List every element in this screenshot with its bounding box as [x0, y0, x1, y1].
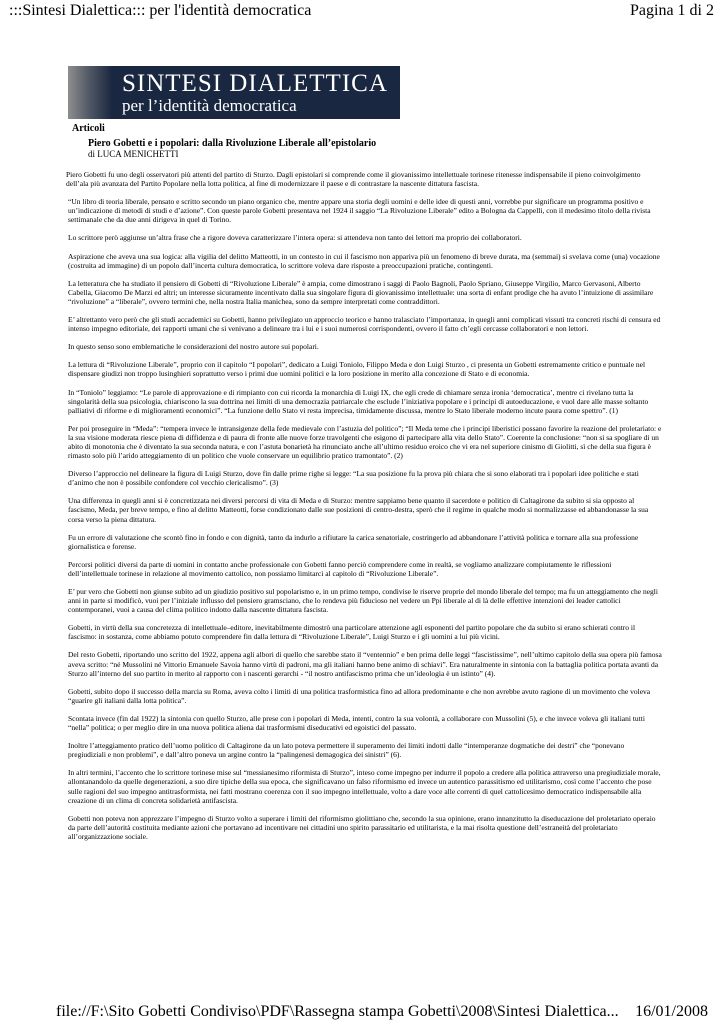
page-title: :::Sintesi Dialettica::: per l'identità democratica — [9, 2, 312, 19]
section-label: Articoli — [72, 123, 105, 134]
article-paragraph: Fu un errore di valutazione che scontò fino in fondo e con dignità, tanto da indurlo a rifiutare la carica senatoriale, costringerlo ad abbandonare l’attività politica e tornare alla sua professione giornalistica e forense. — [68, 532, 639, 551]
article-paragraph: Una differenza in quegli anni si è concretizzata nei diversi percorsi di vita di Meda e di Sturzo: mentre sappiamo bene quanto il sacerdote e politico di Caltagirone da subito si sia opposto al fascismo, Meda, per breve tempo, e fino al delitto Matteotti, forse condizionato dalle sue posizioni di centro-destra, sperò che il regime in qualche modo si normalizzasse ed abbandonasse la sua corsa verso la piena dittatura. — [68, 496, 649, 524]
site-tagline: per l’identità democratica — [122, 96, 297, 115]
page-number: Pagina 1 di 2 — [630, 2, 714, 19]
print-footer — [56, 1002, 708, 1022]
article-paragraph: Diverso l’approccio nel delineare la figura di Luigi Sturzo, dove fin dalle prime righe si legge: “La sua posizione fu la prova più chiara che si sono elaborati tra i popolari idee politiche e stati d’animo che non è possibile confondere col vecchio clericalismo”. (3) — [68, 469, 639, 488]
article-paragraph: Gobetti, in virtù della sua concretezza di intellettuale–editore, inevitabilmente dimostrò una particolare attenzione agli esponenti del partito popolare che da subito si erano schierati contro il fascismo: in sostanza, come abbiamo potuto comprendere fin dalla lettura di “Rivoluzione Liberale”, Luigi Sturzo e i gli uomini a lui più vicini. — [68, 623, 636, 642]
site-name: SINTESI DIALETTICA — [122, 70, 388, 97]
article-paragraph: “Un libro di teoria liberale, pensato e scritto secondo un piano organico che, mentre appare una storia degli uomini e delle idee di questi anni, vorrebbe pur significare un programma positivo e un’indicazione di metodi di studi e d’azione”. Con queste parole Gobetti presentava nel 1924 il saggio “La Rivoluzione Liberale” edito a Bologna da Cappelli, con il medesimo titolo della rivista settimanale che da due anni dirigeva in quel di Torino. — [68, 197, 651, 225]
banner-gradient-edge — [68, 66, 112, 119]
article-paragraph: Scontata invece (fin dal 1922) la sintonia con quello Sturzo, alle prese con i popolari di Meda, intenti, contro la sua volontà, a collaborare con Mussolini (5), e che invece voleva gli italiani tutti “nella” politica; o per meglio dire in una nuova politica aliena dai trasformismi diseducativi ed egoistici del passato. — [68, 713, 645, 733]
article-paragraph: La lettura di “Rivoluzione Liberale”, proprio con il capitolo “I popolari”, dedicato a Luigi Toniolo, Filippo Meda e don Luigi Sturzo , ci presenta un Gobetti estremamente critico e puntuale nel dispensare giudizi non troppo lusinghieri soprattutto verso i primi due uomini politici e la loro posizione in merito alla concezione di Stato e di economia. — [68, 360, 646, 379]
article-body — [66, 170, 662, 950]
article-paragraph: E’ pur vero che Gobetti non giunse subito ad un giudizio positivo sul popolarismo e, in un primo tempo, condivise le riserve proprie del mondo liberale del tempo; ma fu un atteggiamento che negli anni in parte si modificò, vuoi per l’iniziale influsso del pensiero gramsciano, che lo rendeva più fiducioso nel vedere un Ppi liberale al di là delle effettive intenzioni dei leader cattolici contemporanei, vuoi a causa del clima politico indotto dalla nascente dittatura fascista. — [68, 587, 658, 615]
article-paragraph: Lo scrittore però aggiunse un’altra frase che a rigore doveva caratterizzare l’intera opera: si attendeva non tanto dei lettori ma proprio dei collaboratori. — [68, 233, 522, 243]
article-paragraph: In questo senso sono emblematiche le considerazioni del nostro autore sui popolari. — [68, 342, 319, 352]
site-logo-banner — [68, 66, 400, 119]
article-paragraph: In altri termini, l’accento che lo scrittore torinese mise sul “messianesimo riformista di Sturzo”, inteso come impegno per indurre il popolo a credere alla politica attraverso una pregiudiziale morale, allontanandolo da quelle degenerazioni, a suo dire tipiche della sua epoca, che significavano un falso riformismo ed invece un autentico parassitismo ed utilitarismo, così come l’accento che pose sulle ragioni del suo impegno antitrasformista, nei fatti mostrano coerenza con il suo impegno intellettuale, volto a dare voce alle correnti di quel cattolicesimo democratico indispensabile alla creazione di un clima di concreta solidarietà antifascista. — [68, 768, 661, 805]
article-author: di LUCA MENICHETTI — [88, 149, 179, 159]
article-title: Piero Gobetti e i popolari: dalla Rivoluzione Liberale all’epistolario — [88, 138, 377, 149]
article-paragraph: Del resto Gobetti, riportando uno scritto del 1922, appena agli albori di quello che sarebbe stato il “ventennio” e ben prima delle leggi “fascistissime”, nell’ultimo capitolo della sua opera più famosa aveva scritto: “né Mussolini né Vittorio Emanuele Savoia hanno virtù di padroni, ma gli italiani hanno bene animo di schiavi”. Era naturalmente in sintonia con la battaglia politica portata avanti da Sturzo all’interno del suo partito in merito al rapporto con i nascenti gerarchi - “il nostro antifascismo prima che un’ideologia è un istinto” (4). — [68, 650, 662, 678]
article-paragraph: Percorsi politici diversi da parte di uomini in contatto anche professionale con Gobetti fanno perciò comprendere come in realtà, se vogliamo analizzare compiutamente le riflessioni dell’intellettuale torinese in relazione al movimento cattolico, non possiamo limitarci al capitolo di “Rivoluzione Liberale”. — [68, 559, 612, 578]
article-paragraph: Gobetti non poteva non apprezzare l’impegno di Sturzo volto a superare i limiti del riformismo giolittiano che, secondo la sua opinione, erano innanzitutto la diseducazione del proletariato operaio da parte dell’autorità costituita mediante azioni che portavano ad incentivare nei cittadini uno spirito parassitario ed utilitarista, e la mai risolta questione dell’estraneità del proletariato all’organizzazione sociale. — [68, 813, 656, 841]
article-paragraph: Piero Gobetti fu uno degli osservatori più attenti del partito di Sturzo. Dagli epistolari si comprende come il giovanissimo intellettuale torinese ritenesse indispensabile il pieno coinvolgimento dell’ala più avanzata del Partito Popolare nella lotta politica, al fine di modernizzare il paese e di contrastare la nascente dittatura fascista. — [66, 170, 641, 189]
article-paragraph: Aspirazione che aveva una sua logica: alla vigilia del delitto Matteotti, in un contesto in cui il fascismo non appariva più un fenomeno di breve durata, ma (semmai) si svelava come (una) vocazione (costruita ad immagine) di un popolo dall’incerta cultura democratica, lo scrittore voleva dare risposte a preoccupazioni pratiche, contingenti. — [68, 251, 660, 270]
print-header — [0, 0, 724, 24]
article-paragraph: In “Toniolo” leggiamo: “Le parole di approvazione e di rimpianto con cui ricorda la monarchia di Luigi IX, che egli crede di chiamare senza ironia ‘democratica’, mentre ci rivelano tutta la singolarità della sua psicologia, chiariscono la sua dottrina nei limiti di una democrazia patriarcale che esclude l’iniziativa popolare e i principi di autoeducazione, e vuol dare alle masse soltanto palliativi di riforme e di miglioramenti economici”. “La funzione dello Stato vi resta imprecisa, timidamente discussa, mentre lo Stato liberale moderno incute paura come spettro”. (1) — [68, 387, 649, 415]
article-paragraph: Per poi proseguire in “Meda”: “tempera invece le intransigenze della fede medievale con l’astuzia del politico”; “Il Meda teme che i principi liberistici possano favorire la reazione del proletariato: e la sua visione moderata riesce piena di diffidenza e di paura di fronte alle nuove forze travolgenti che esigono di partecipare alla vita dello Stato”. Coerente la conclusione: “non si sa spogliare di un abito di monotonia che è diventato la sua seconda natura, e con l’astuta bonarietà ha rinunciato anche all’ultimo residuo eroico che vi era nel superiore cinismo di Giolitti, sì che della sua figura è rimasto solo più l’arido atteggiamento di un politico che vuole conservare un equilibrio pratico tramontato”. (2) — [68, 423, 662, 461]
article-paragraph: E’ altrettanto vero però che gli studi accademici su Gobetti, hanno privilegiato un approccio teorico e hanno tralasciato l’importanza, in quegli anni complicati vissuti tra concreti rischi di censura ed intenso impegno editoriale, dei rapporti umani che si venivano a delineare tra i lui e i suoi numerosi corrispondenti, ovvero il fatto ch’egli cercasse collaboratori e non lettori. — [68, 315, 661, 334]
article-paragraph: La letteratura che ha studiato il pensiero di Gobetti di “Rivoluzione Liberale” è ampia, come dimostrano i saggi di Paolo Bagnoli, Paolo Spriano, Giuseppe Virgilio, Marco Gervasoni, Alberto Cabella, Giacomo De Marzi ed altri; un interesse sicuramente incentivato dalla sua singolare figura di giovanissimo intellettuale: una sorta di enfant prodige che ha avuto l’intuizione di assimilare “rivoluzione” a “liberale”, ovvero termini che, nella nostra Italia manichea, sono da sempre interpretati come contraddittori. — [68, 278, 654, 306]
file-path: file://F:\Sito Gobetti Condiviso\PDF\Rassegna stampa Gobetti\2008\Sintesi Dialettica... — [56, 1003, 619, 1020]
article-paragraph: Gobetti, subito dopo il successo della marcia su Roma, aveva colto i limiti di una politica trasformistica fino ad allora predominante e che non avrebbe avuto ragione di un movimento che voleva “guarire gli italiani dalla lotta politica”. — [68, 686, 651, 705]
article-paragraph: Inoltre l’atteggiamento pratico dell’uomo politico di Caltagirone da un lato poteva permettere il superamento dei limiti indotti dalle “intemperanze dogmatiche dei destri” che “ponevano pregiudiziali e non problemi”, e dall’altro poneva un argine contro la “palingenesi demagogica dei sinistri” (6). — [68, 741, 625, 760]
print-date: 16/01/2008 — [635, 1003, 708, 1020]
